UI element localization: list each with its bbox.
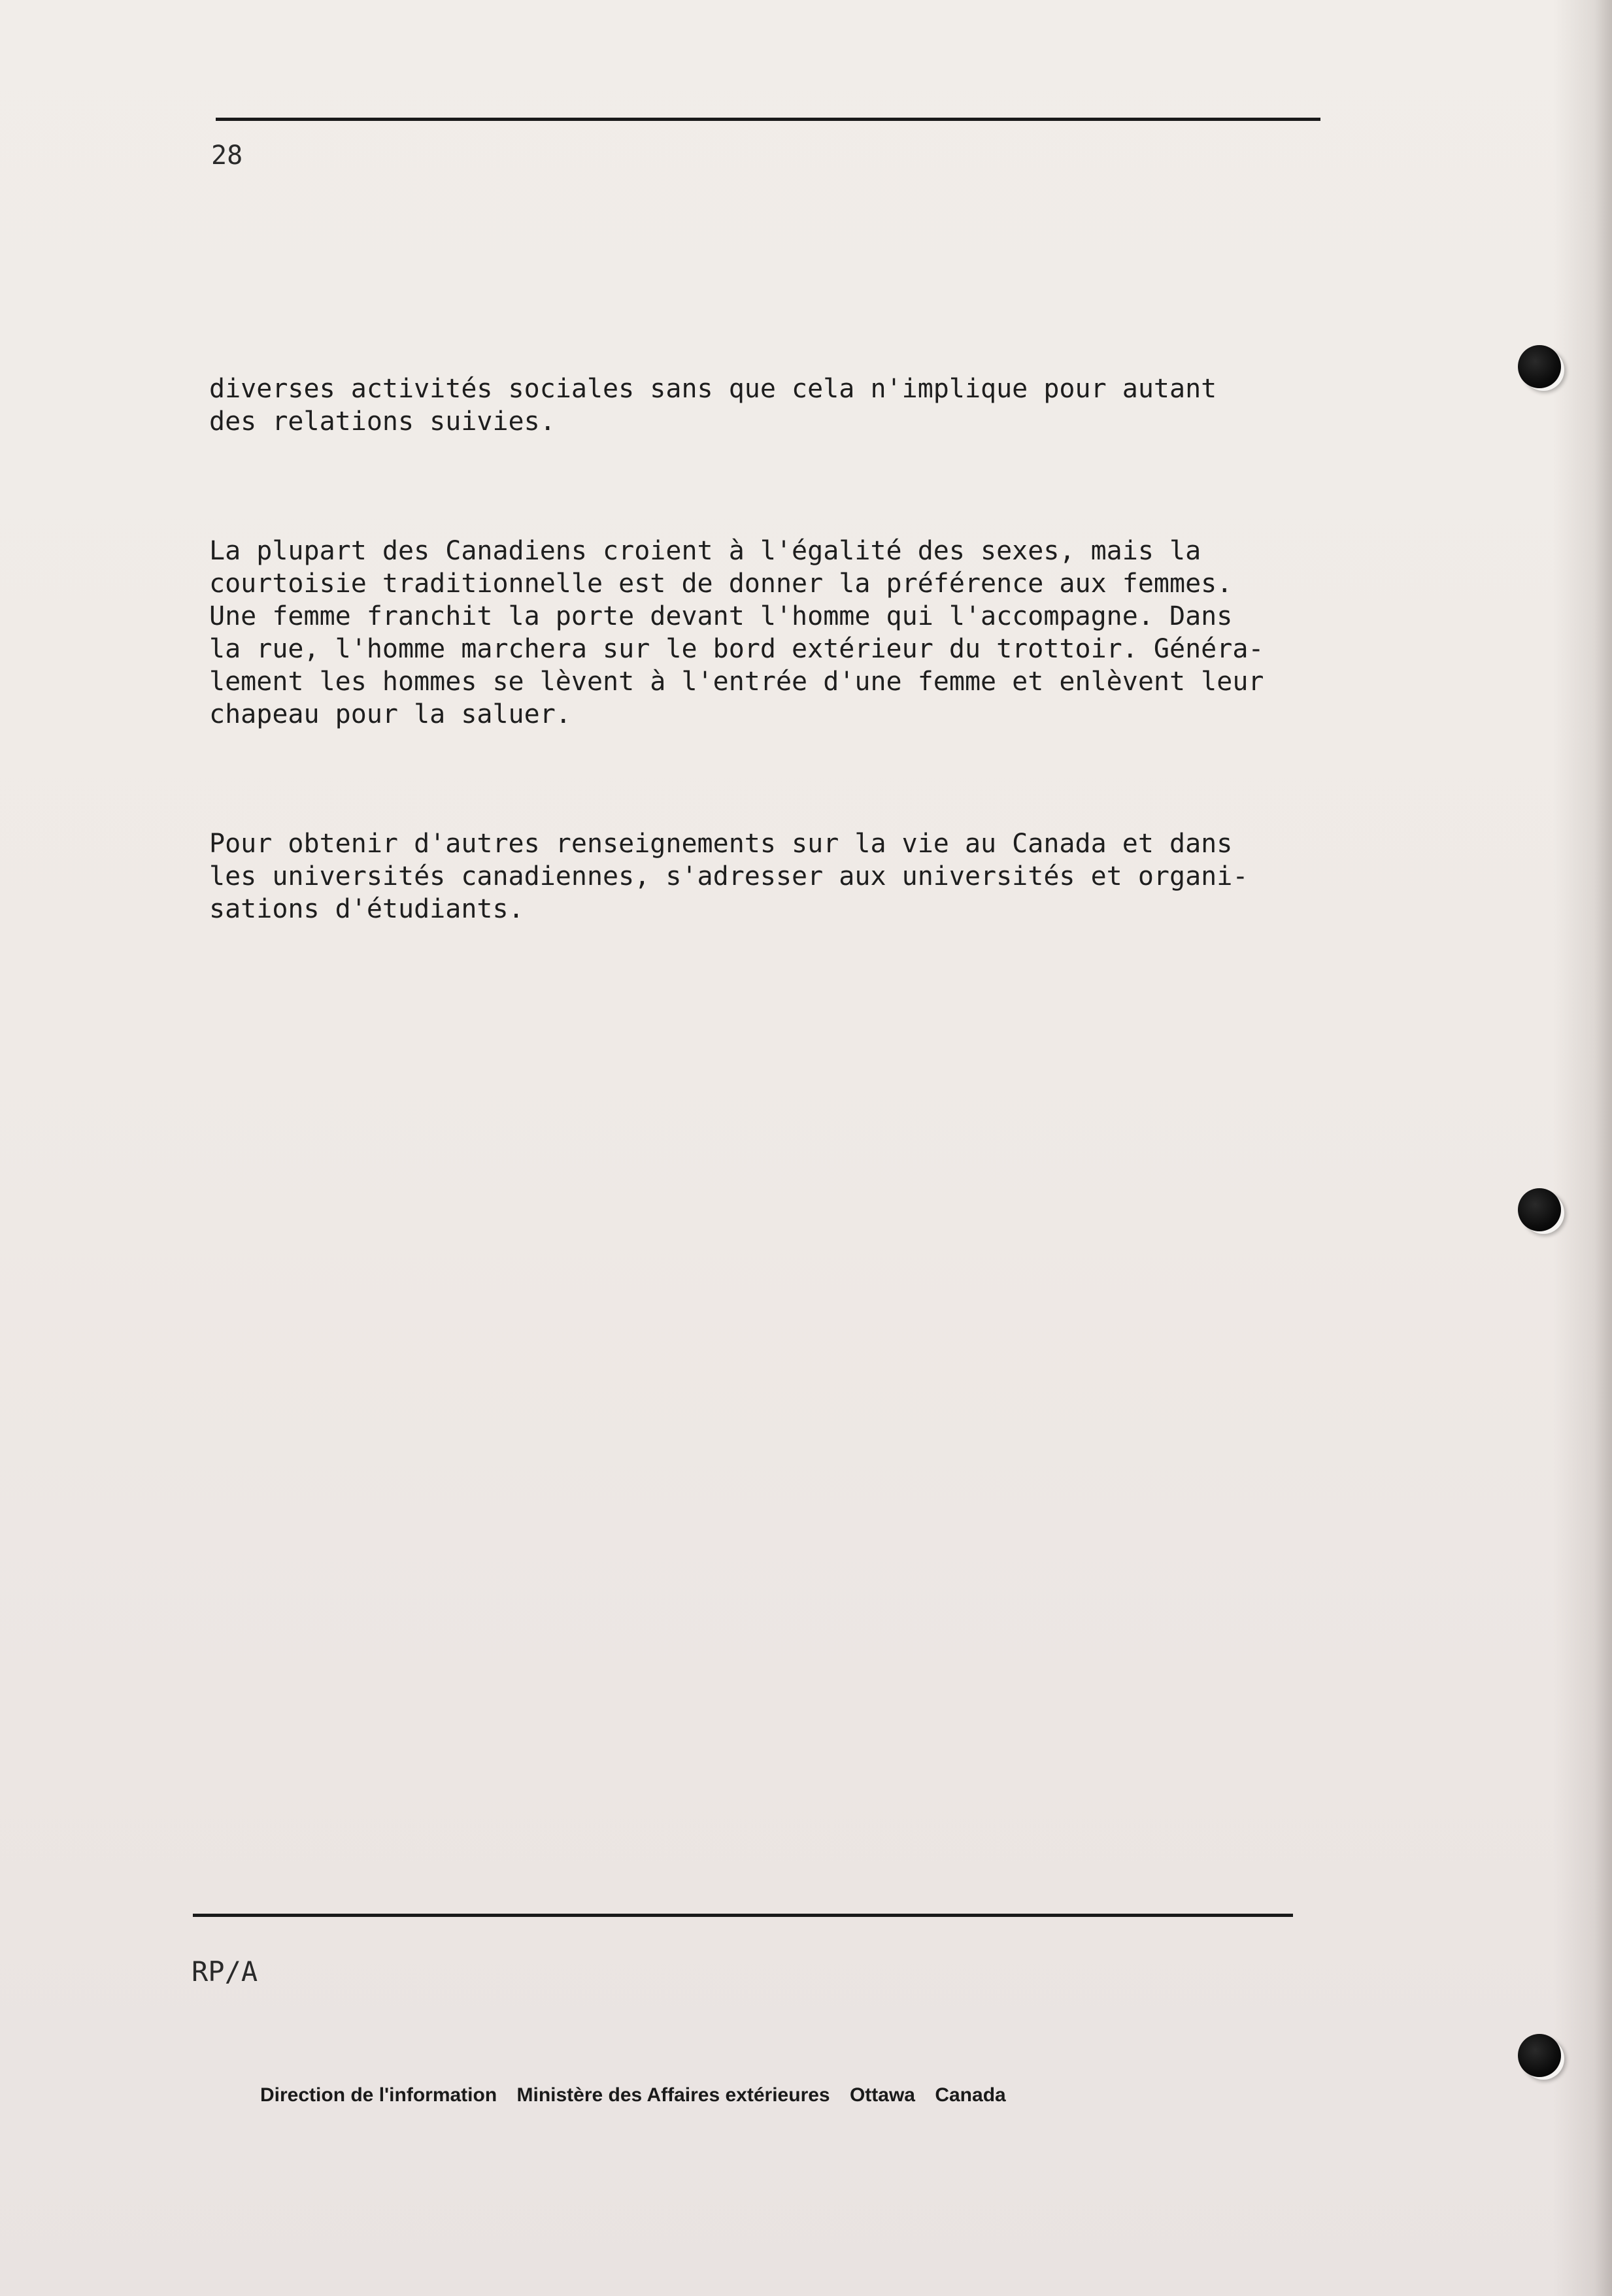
- top-rule: [216, 118, 1320, 121]
- body-text: [209, 307, 1334, 990]
- paragraph-3: Pour obtenir d'autres renseignements sur la vie au Canada et dans les universités canadiennes, s'adresser aux universités et organi- sations d'étudiants.: [209, 829, 1249, 924]
- reference-code: RP/A: [192, 1955, 258, 1988]
- punch-hole-top: [1518, 345, 1561, 388]
- publisher-footer: [260, 2082, 1020, 2108]
- page-edge-shadow: [1553, 0, 1612, 2296]
- punch-hole-middle: [1518, 1188, 1561, 1231]
- punch-hole-bottom: [1518, 2034, 1561, 2077]
- paragraph-2: La plupart des Canadiens croient à l'égalité des sexes, mais la courtoisie traditionnelle est de donner la préférence aux femmes. Une femme franchit la porte devant l'homme qui l'accompagne. Dans la rue, l'homme marchera sur le bord extérieur du trottoir. Généra- lement les hommes se lèvent à l'entrée d'une femme et enlèvent leur chapeau pour la saluer.: [209, 536, 1264, 729]
- footer-city: Ottawa: [849, 2084, 915, 2106]
- page-number: 28: [211, 141, 243, 171]
- bottom-rule: [193, 1914, 1293, 1917]
- footer-department: Direction de l'information: [260, 2084, 497, 2106]
- footer-country: Canada: [935, 2084, 1006, 2106]
- paragraph-1: diverses activités sociales sans que cela n'implique pour autant des relations suivies.: [209, 374, 1217, 437]
- footer-ministry: Ministère des Affaires extérieures: [516, 2084, 830, 2106]
